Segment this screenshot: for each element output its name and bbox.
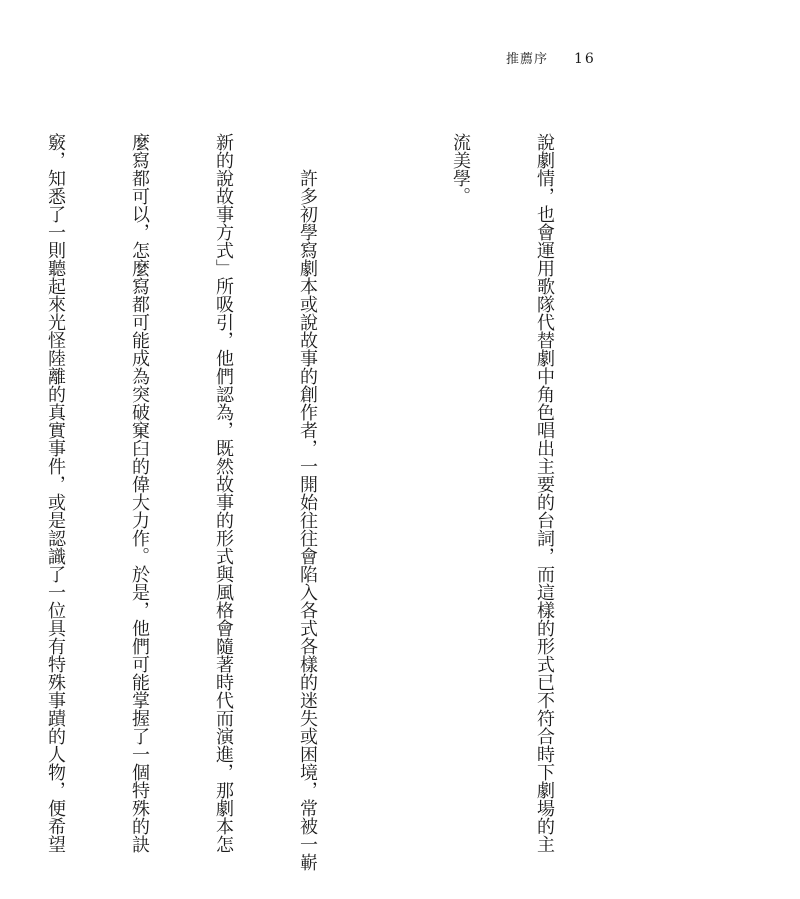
paragraph-2 [0, 133, 377, 871]
text-line: 竅，知悉了一則聽起來光怪陸離的真實事件，或是認識了一位具有特殊事蹟的人物，便希望 [45, 133, 66, 853]
text-line: 新的說故事方式」所吸引，他們認為，既然故事的形式與風格會隨著時代而演進，那劇本怎 [213, 133, 234, 853]
header-title: 推薦序 [506, 52, 549, 67]
page-number: 16 [574, 51, 596, 67]
running-header [506, 48, 596, 67]
text-line: 許多初學寫劇本或說故事的創作者，一開始往往會陷入各式各樣的迷失或困境，常被一嶄 [297, 169, 318, 871]
vertical-text-body [0, 133, 614, 871]
text-line: 流美學。 [450, 133, 471, 205]
text-line: 說劇情，也會運用歌隊代替劇中角色唱出主要的台詞，而這樣的形式已不符合時下劇場的主 [534, 133, 555, 853]
paragraph-1 [390, 133, 614, 853]
text-line: 麼寫都可以，怎麼寫都可能成為突破窠臼的偉大力作。於是，他們可能掌握了一個特殊的訣 [129, 133, 150, 853]
